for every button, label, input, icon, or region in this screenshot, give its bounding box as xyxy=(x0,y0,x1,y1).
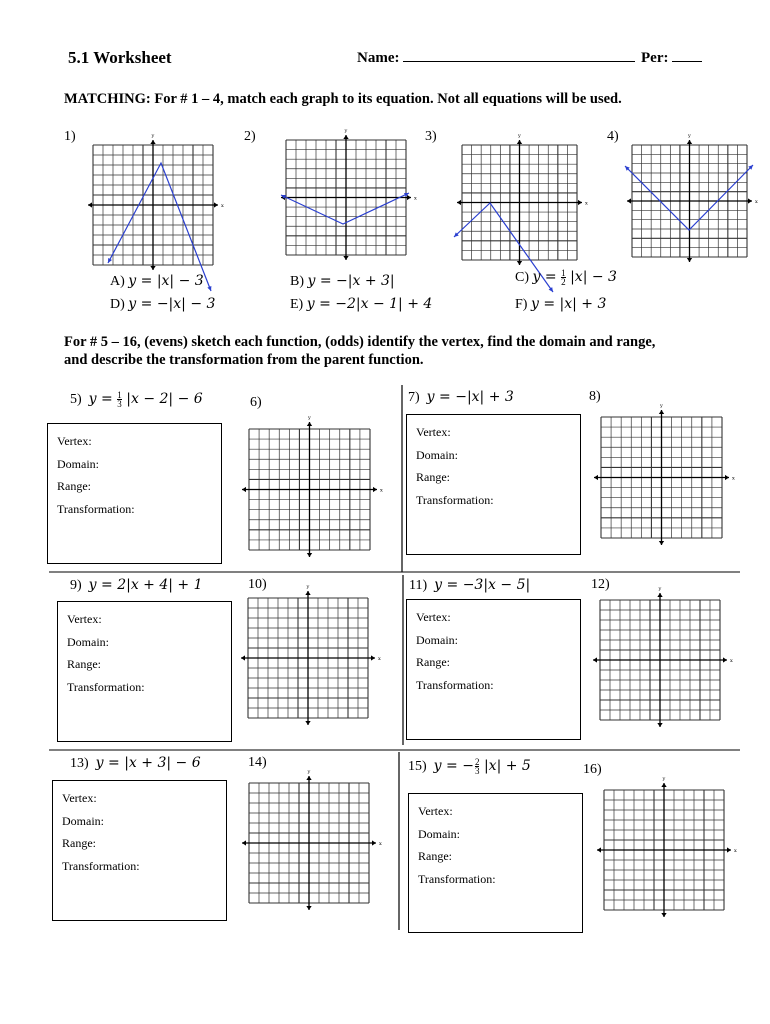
choice-c-frac-num: 1 xyxy=(561,268,566,279)
choice-e xyxy=(290,296,432,313)
graph-arrow-icon xyxy=(404,193,409,197)
y-axis-up-arrow-icon xyxy=(657,593,662,597)
problem-13 xyxy=(70,755,201,772)
choice-b-letter: B) xyxy=(290,274,304,289)
choice-b-equation: y = −|x + 3| xyxy=(307,273,395,289)
x-axis-label: x xyxy=(585,200,588,207)
matching-instructions: MATCHING: For # 1 – 4, match each graph to its equation. Not all equations will be used. xyxy=(64,91,622,107)
choice-d xyxy=(110,296,215,313)
x-axis-left-arrow-icon xyxy=(242,487,246,492)
y-axis-up-arrow-icon xyxy=(307,422,312,426)
y-axis-down-arrow-icon xyxy=(150,266,155,270)
answer-box-15[interactable] xyxy=(408,793,583,933)
y-axis-down-arrow-icon xyxy=(657,723,662,727)
answer-box-13[interactable] xyxy=(52,780,227,921)
problem-7-equation: y = −|x| + 3 xyxy=(426,389,514,405)
y-axis-label: y xyxy=(658,586,662,592)
x-axis-left-arrow-icon xyxy=(242,840,246,845)
x-axis-left-arrow-icon xyxy=(593,657,597,662)
range-label: Range: xyxy=(62,836,96,850)
problem-5-eq-post: |x − 2| − 6 xyxy=(126,391,203,407)
vertex-label: Vertex: xyxy=(67,612,102,626)
problem-15-frac-den: 3 xyxy=(474,766,480,777)
problem-7 xyxy=(408,389,514,406)
choice-a-equation: y = |x| − 3 xyxy=(128,273,204,289)
problem-11-equation: y = −3|x − 5| xyxy=(434,577,531,593)
x-axis-left-arrow-icon xyxy=(457,200,461,205)
grid-lines xyxy=(604,790,724,910)
choice-e-equation: y = −2|x − 1| + 4 xyxy=(306,296,433,312)
answer-box-7[interactable] xyxy=(406,414,581,555)
y-axis-down-arrow-icon xyxy=(305,721,310,725)
x-axis-right-arrow-icon xyxy=(371,655,375,660)
domain-label: Domain: xyxy=(62,813,104,828)
problem-9-number: 9) xyxy=(70,578,82,593)
range-label: Range: xyxy=(57,479,91,493)
y-axis-label: y xyxy=(151,133,155,139)
graph-arrow-icon xyxy=(549,287,553,292)
domain-label: Domain: xyxy=(416,632,458,647)
y-axis-label: y xyxy=(308,415,311,421)
transformation-label: Transformation: xyxy=(62,858,140,873)
grid-lines xyxy=(600,600,720,720)
x-axis-right-arrow-icon xyxy=(407,195,411,200)
x-axis-right-arrow-icon xyxy=(578,200,582,205)
y-axis-down-arrow-icon xyxy=(517,261,522,265)
choice-f xyxy=(515,296,606,313)
choice-d-letter: D) xyxy=(110,297,125,312)
choice-c-letter: C) xyxy=(515,270,529,285)
per-blank[interactable] xyxy=(672,61,702,62)
y-axis-up-arrow-icon xyxy=(306,776,311,780)
x-axis-left-arrow-icon xyxy=(88,202,92,207)
choice-c-fraction xyxy=(561,269,566,286)
problem-14-number: 14) xyxy=(248,755,267,770)
grid-lines xyxy=(248,598,368,718)
domain-label: Domain: xyxy=(418,826,460,841)
worksheet-title: 5.1 Worksheet xyxy=(68,48,172,67)
choice-f-letter: F) xyxy=(515,297,528,312)
choice-f-equation: y = |x| + 3 xyxy=(530,296,607,312)
grid-lines xyxy=(93,145,213,265)
answer-box-9[interactable] xyxy=(57,601,232,742)
problem-13-equation: y = |x + 3| − 6 xyxy=(95,755,201,771)
part2-instructions-line2: and describe the transformation from the parent function. xyxy=(64,352,424,368)
y-axis-up-arrow-icon xyxy=(659,410,664,414)
choice-c-frac-den: 2 xyxy=(561,277,566,288)
absolute-value-graph xyxy=(108,163,211,291)
transformation-label: Transformation: xyxy=(418,871,496,886)
graph-arrow-icon xyxy=(748,165,753,170)
range-label: Range: xyxy=(67,657,101,671)
y-axis-down-arrow-icon xyxy=(307,553,312,557)
y-axis-label: y xyxy=(660,403,663,409)
problem-15-eq-post: |x| + 5 xyxy=(483,758,531,774)
problem-5-fraction xyxy=(117,391,122,408)
problem-15-fraction xyxy=(475,758,480,775)
choice-c-eq-post: |x| − 3 xyxy=(570,269,617,285)
grid-lines xyxy=(601,417,722,538)
x-axis-left-arrow-icon xyxy=(597,847,601,852)
grid-lines xyxy=(249,783,369,903)
problem-15-eq-pre: y = − xyxy=(433,758,474,774)
graph-arrow-icon xyxy=(108,258,112,263)
per-label-text: Per: xyxy=(641,50,669,66)
x-axis-left-arrow-icon xyxy=(627,198,631,203)
x-axis-right-arrow-icon xyxy=(723,657,727,662)
domain-label: Domain: xyxy=(57,456,99,471)
y-axis-label: y xyxy=(344,128,348,134)
choice-b xyxy=(290,273,395,290)
problem-5-frac-num: 1 xyxy=(117,390,122,401)
answer-box-5[interactable] xyxy=(47,423,222,564)
problem-7-number: 7) xyxy=(408,390,420,405)
grid-lines xyxy=(286,140,406,255)
x-axis-left-arrow-icon xyxy=(281,195,285,200)
graph-label-2: 2) xyxy=(244,129,256,144)
problem-5-number: 5) xyxy=(70,392,82,407)
problem-11-number: 11) xyxy=(409,578,428,593)
y-axis-label: y xyxy=(688,133,691,139)
x-axis-label: x xyxy=(221,203,224,209)
transformation-label: Transformation: xyxy=(416,677,494,692)
x-axis-right-arrow-icon xyxy=(214,202,218,207)
y-axis-up-arrow-icon xyxy=(661,783,666,787)
choice-a xyxy=(110,273,204,290)
x-axis-left-arrow-icon xyxy=(594,475,598,480)
x-axis-label: x xyxy=(414,195,417,202)
problem-11 xyxy=(409,577,530,594)
domain-label: Domain: xyxy=(67,634,109,649)
choice-e-letter: E) xyxy=(290,297,304,312)
graph-arrow-icon xyxy=(281,195,286,199)
absolute-value-graph xyxy=(281,193,409,224)
y-axis-down-arrow-icon xyxy=(687,258,692,262)
transformation-label: Transformation: xyxy=(67,679,145,694)
problem-5-eq-pre: y = xyxy=(88,391,113,407)
absolute-value-graph xyxy=(625,165,753,230)
range-label: Range: xyxy=(418,849,452,863)
y-axis-label: y xyxy=(307,769,311,775)
problem-12-number: 12) xyxy=(591,577,610,592)
x-axis-label: x xyxy=(755,199,758,205)
domain-label: Domain: xyxy=(416,447,458,462)
choice-c xyxy=(515,269,617,286)
choice-d-equation: y = −|x| − 3 xyxy=(128,296,216,312)
y-axis-label: y xyxy=(306,584,310,590)
problem-9 xyxy=(70,577,203,594)
x-axis-right-arrow-icon xyxy=(727,847,731,852)
range-label: Range: xyxy=(416,655,450,669)
y-axis-up-arrow-icon xyxy=(517,140,522,144)
y-axis-up-arrow-icon xyxy=(150,140,155,144)
y-axis-down-arrow-icon xyxy=(661,913,666,917)
problem-5-frac-den: 3 xyxy=(117,399,122,410)
problem-16-number: 16) xyxy=(583,762,602,777)
x-axis-right-arrow-icon xyxy=(373,487,377,492)
problem-10-number: 10) xyxy=(248,577,267,592)
graph-label-1: 1) xyxy=(64,129,76,144)
graph-arrow-icon xyxy=(625,166,630,171)
graph-label-3: 3) xyxy=(425,129,437,144)
grid-lines xyxy=(462,145,577,260)
name-label xyxy=(357,50,635,67)
transformation-label: Transformation: xyxy=(416,492,494,507)
x-axis-label: x xyxy=(380,487,383,494)
y-axis-down-arrow-icon xyxy=(343,256,348,260)
vertex-label: Vertex: xyxy=(416,425,451,439)
problem-15-frac-num: 2 xyxy=(474,757,480,768)
y-axis-down-arrow-icon xyxy=(306,906,311,910)
per-label xyxy=(641,50,702,67)
grid-lines xyxy=(632,145,747,257)
vertex-label: Vertex: xyxy=(416,610,451,624)
problem-15 xyxy=(408,758,531,775)
x-axis-left-arrow-icon xyxy=(241,655,245,660)
grid-lines xyxy=(249,429,370,550)
problem-9-equation: y = 2|x + 4| + 1 xyxy=(88,577,203,593)
problem-8-number: 8) xyxy=(589,389,601,404)
x-axis-label: x xyxy=(379,841,382,847)
x-axis-label: x xyxy=(734,848,737,854)
vertex-label: Vertex: xyxy=(62,791,97,805)
name-blank[interactable] xyxy=(403,61,635,62)
answer-box-11[interactable] xyxy=(406,599,581,740)
x-axis-label: x xyxy=(730,658,733,664)
y-axis-up-arrow-icon xyxy=(343,135,348,139)
choice-a-letter: A) xyxy=(110,274,125,289)
graph-label-4: 4) xyxy=(607,129,619,144)
x-axis-right-arrow-icon xyxy=(725,475,729,480)
vertex-label: Vertex: xyxy=(57,434,92,448)
y-axis-up-arrow-icon xyxy=(305,591,310,595)
range-label: Range: xyxy=(416,470,450,484)
y-axis-label: y xyxy=(518,133,521,139)
x-axis-label: x xyxy=(732,475,735,482)
part2-instructions-line1: For # 5 – 16, (evens) sketch each function, (odds) identify the vertex, find the domain and range, xyxy=(64,334,656,350)
choice-c-eq-pre: y = xyxy=(532,269,557,285)
x-axis-right-arrow-icon xyxy=(372,840,376,845)
graph-arrow-icon xyxy=(207,286,211,291)
problem-15-number: 15) xyxy=(408,759,427,774)
transformation-label: Transformation: xyxy=(57,501,135,516)
problem-5 xyxy=(70,391,203,408)
name-label-text: Name: xyxy=(357,50,400,66)
y-axis-up-arrow-icon xyxy=(687,140,692,144)
x-axis-right-arrow-icon xyxy=(748,198,752,203)
problem-6-number: 6) xyxy=(250,395,262,410)
y-axis-label: y xyxy=(662,776,666,782)
y-axis-down-arrow-icon xyxy=(659,541,664,545)
problem-13-number: 13) xyxy=(70,756,89,771)
vertex-label: Vertex: xyxy=(418,804,453,818)
x-axis-label: x xyxy=(378,656,381,662)
graph-arrow-icon xyxy=(454,232,459,237)
